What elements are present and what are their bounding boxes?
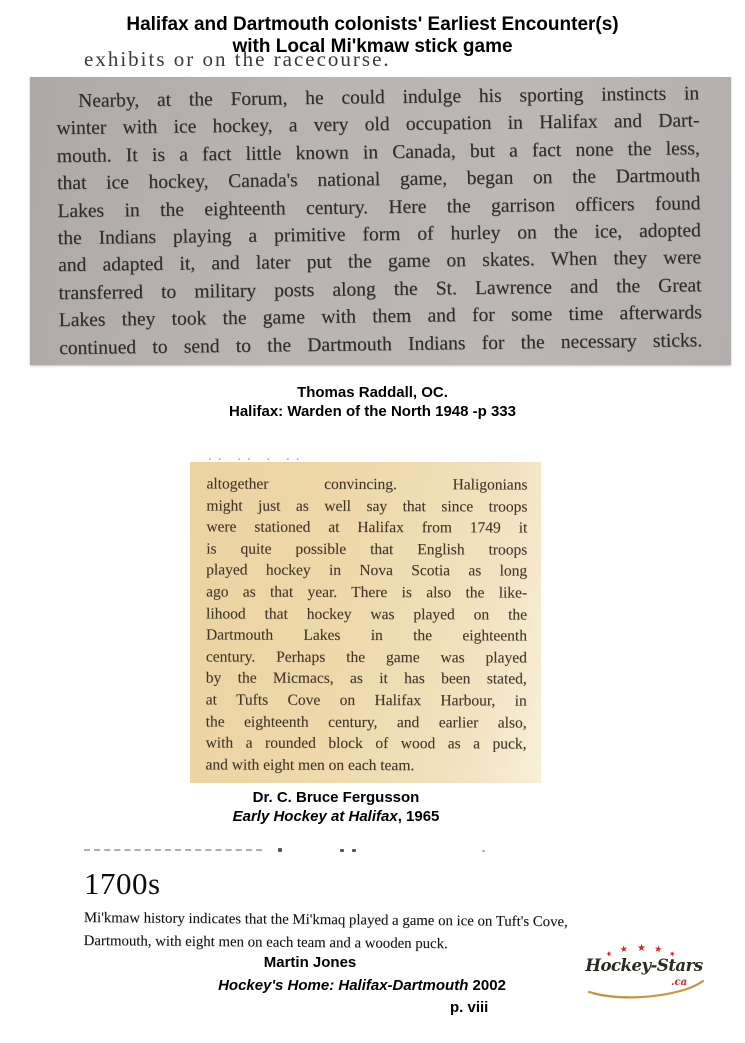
star-icon: ★ (619, 944, 629, 956)
jones-attribution-author: Martin Jones (263, 954, 357, 971)
excerpt-line: Dartmouth, with eight men on each team and a wooden puck. (83, 932, 448, 952)
attribution-author: Thomas Raddall, OC. (297, 384, 448, 401)
scan-text-line: the Indians playing a primitive form of hurley on the ice, adopted (57, 220, 701, 250)
fergusson-scan-text (205, 473, 527, 776)
jones-excerpt-text (84, 907, 659, 957)
attribution-year: 2002 (468, 977, 506, 994)
scan-text-line: altogether convincing. Haligonians (206, 475, 528, 494)
page-title-line1: Halifax and Dartmouth colonists' Earliest Encounter(s) (126, 14, 619, 35)
fergusson-scan-block (190, 448, 541, 783)
raddall-attribution (0, 383, 745, 421)
scan-text-line: Lakes in the eighteenth century. Here the garrison officers found (57, 192, 701, 222)
scan-text-line: by the Micmacs, as it has been stated, (205, 669, 527, 688)
scan-artifact-speck (352, 849, 356, 852)
fergusson-attribution (0, 788, 672, 826)
attribution-title: Hockey's Home: Halifax-Dartmouth (218, 977, 469, 994)
clipped-text-remnant: .. .. . .. (208, 448, 306, 464)
scan-artifact-speck (482, 850, 485, 852)
attribution-title: Early Hockey at Halifax (232, 808, 398, 825)
scan-text-line: and adapted it, and later put the game on skates. When they were (58, 247, 702, 277)
scan-text-line: Dartmouth Lakes in the eighteenth (205, 626, 527, 645)
scan-text-line: mouth. It is a fact little known in Canada, but a fact none the less, (56, 138, 700, 167)
scan-text-line: might just as well say that since troops (206, 497, 528, 516)
attribution-source: Halifax: Warden of the North 1948 -p 333 (228, 403, 516, 420)
jones-attribution-page: p. viii (450, 999, 489, 1016)
attribution-source (0, 807, 672, 826)
era-heading-1700s: 1700s (84, 866, 161, 901)
scan-text-line: is quite possible that English troops (206, 540, 528, 559)
scan-text-line: transferred to military posts along the St. Lawrence and the Great (58, 275, 702, 304)
clipped-text-remnant: exhibits or on the racecourse. (84, 47, 391, 71)
star-icon: ★ (653, 944, 663, 956)
scan-text-line: Nearby, at the Forum, he could indulge his sporting instincts in (78, 83, 700, 112)
scan-text-line: and with eight men on each team. (205, 756, 415, 774)
logo-wordmark: Hockey-Stars (585, 956, 703, 975)
star-icon: ★ (667, 949, 677, 959)
scan-text-line: the eighteenth century, and earlier also, (205, 712, 527, 732)
scan-artifact-speck (278, 848, 282, 852)
page-title-line2: with Local Mi'kmaw stick game (232, 36, 513, 57)
star-icon: ★ (604, 949, 614, 959)
scan-text-line: were stationed at Halifax from 1749 it (206, 518, 528, 537)
scan-text-line: continued to send to the Dartmouth Indians for the necessary sticks. (59, 329, 703, 359)
raddall-scan-block (30, 77, 731, 365)
scan-text-line: at Tufts Cove on Halifax Harbour, in (205, 691, 527, 710)
scan-text-line: century. Perhaps the game was played (205, 648, 527, 667)
scan-text-line: ago as that year. There is also the like- (206, 583, 528, 602)
raddall-scan-text (56, 80, 702, 362)
scan-text-line: played hockey in Nova Scotia as long (206, 561, 528, 580)
scan-text-line: that ice hockey, Canada's national game, began on the Dartmouth (57, 165, 701, 195)
star-icon: ★ (637, 943, 646, 954)
scan-text-line: lihood that hockey was played on the (206, 605, 528, 624)
logo-tld: .ca (671, 977, 688, 988)
scan-artifact-speck (340, 849, 344, 852)
scan-text-line: winter with ice hockey, a very old occupation in Halifax and Dart- (56, 110, 700, 140)
scan-text-line: Lakes they took the game with them and for some time afterwards (58, 302, 702, 332)
hockey-stars-logo (583, 936, 705, 1006)
excerpt-line: Mi'kmaw history indicates that the Mi'kmaq played a game on ice on Tuft's Cove, (83, 909, 568, 931)
scan-text-line: with a rounded block of wood as a puck, (205, 734, 527, 753)
attribution-year: , 1965 (397, 808, 440, 825)
attribution-author: Dr. C. Bruce Fergusson (252, 789, 420, 806)
scan-artifact-dashes (84, 849, 262, 851)
